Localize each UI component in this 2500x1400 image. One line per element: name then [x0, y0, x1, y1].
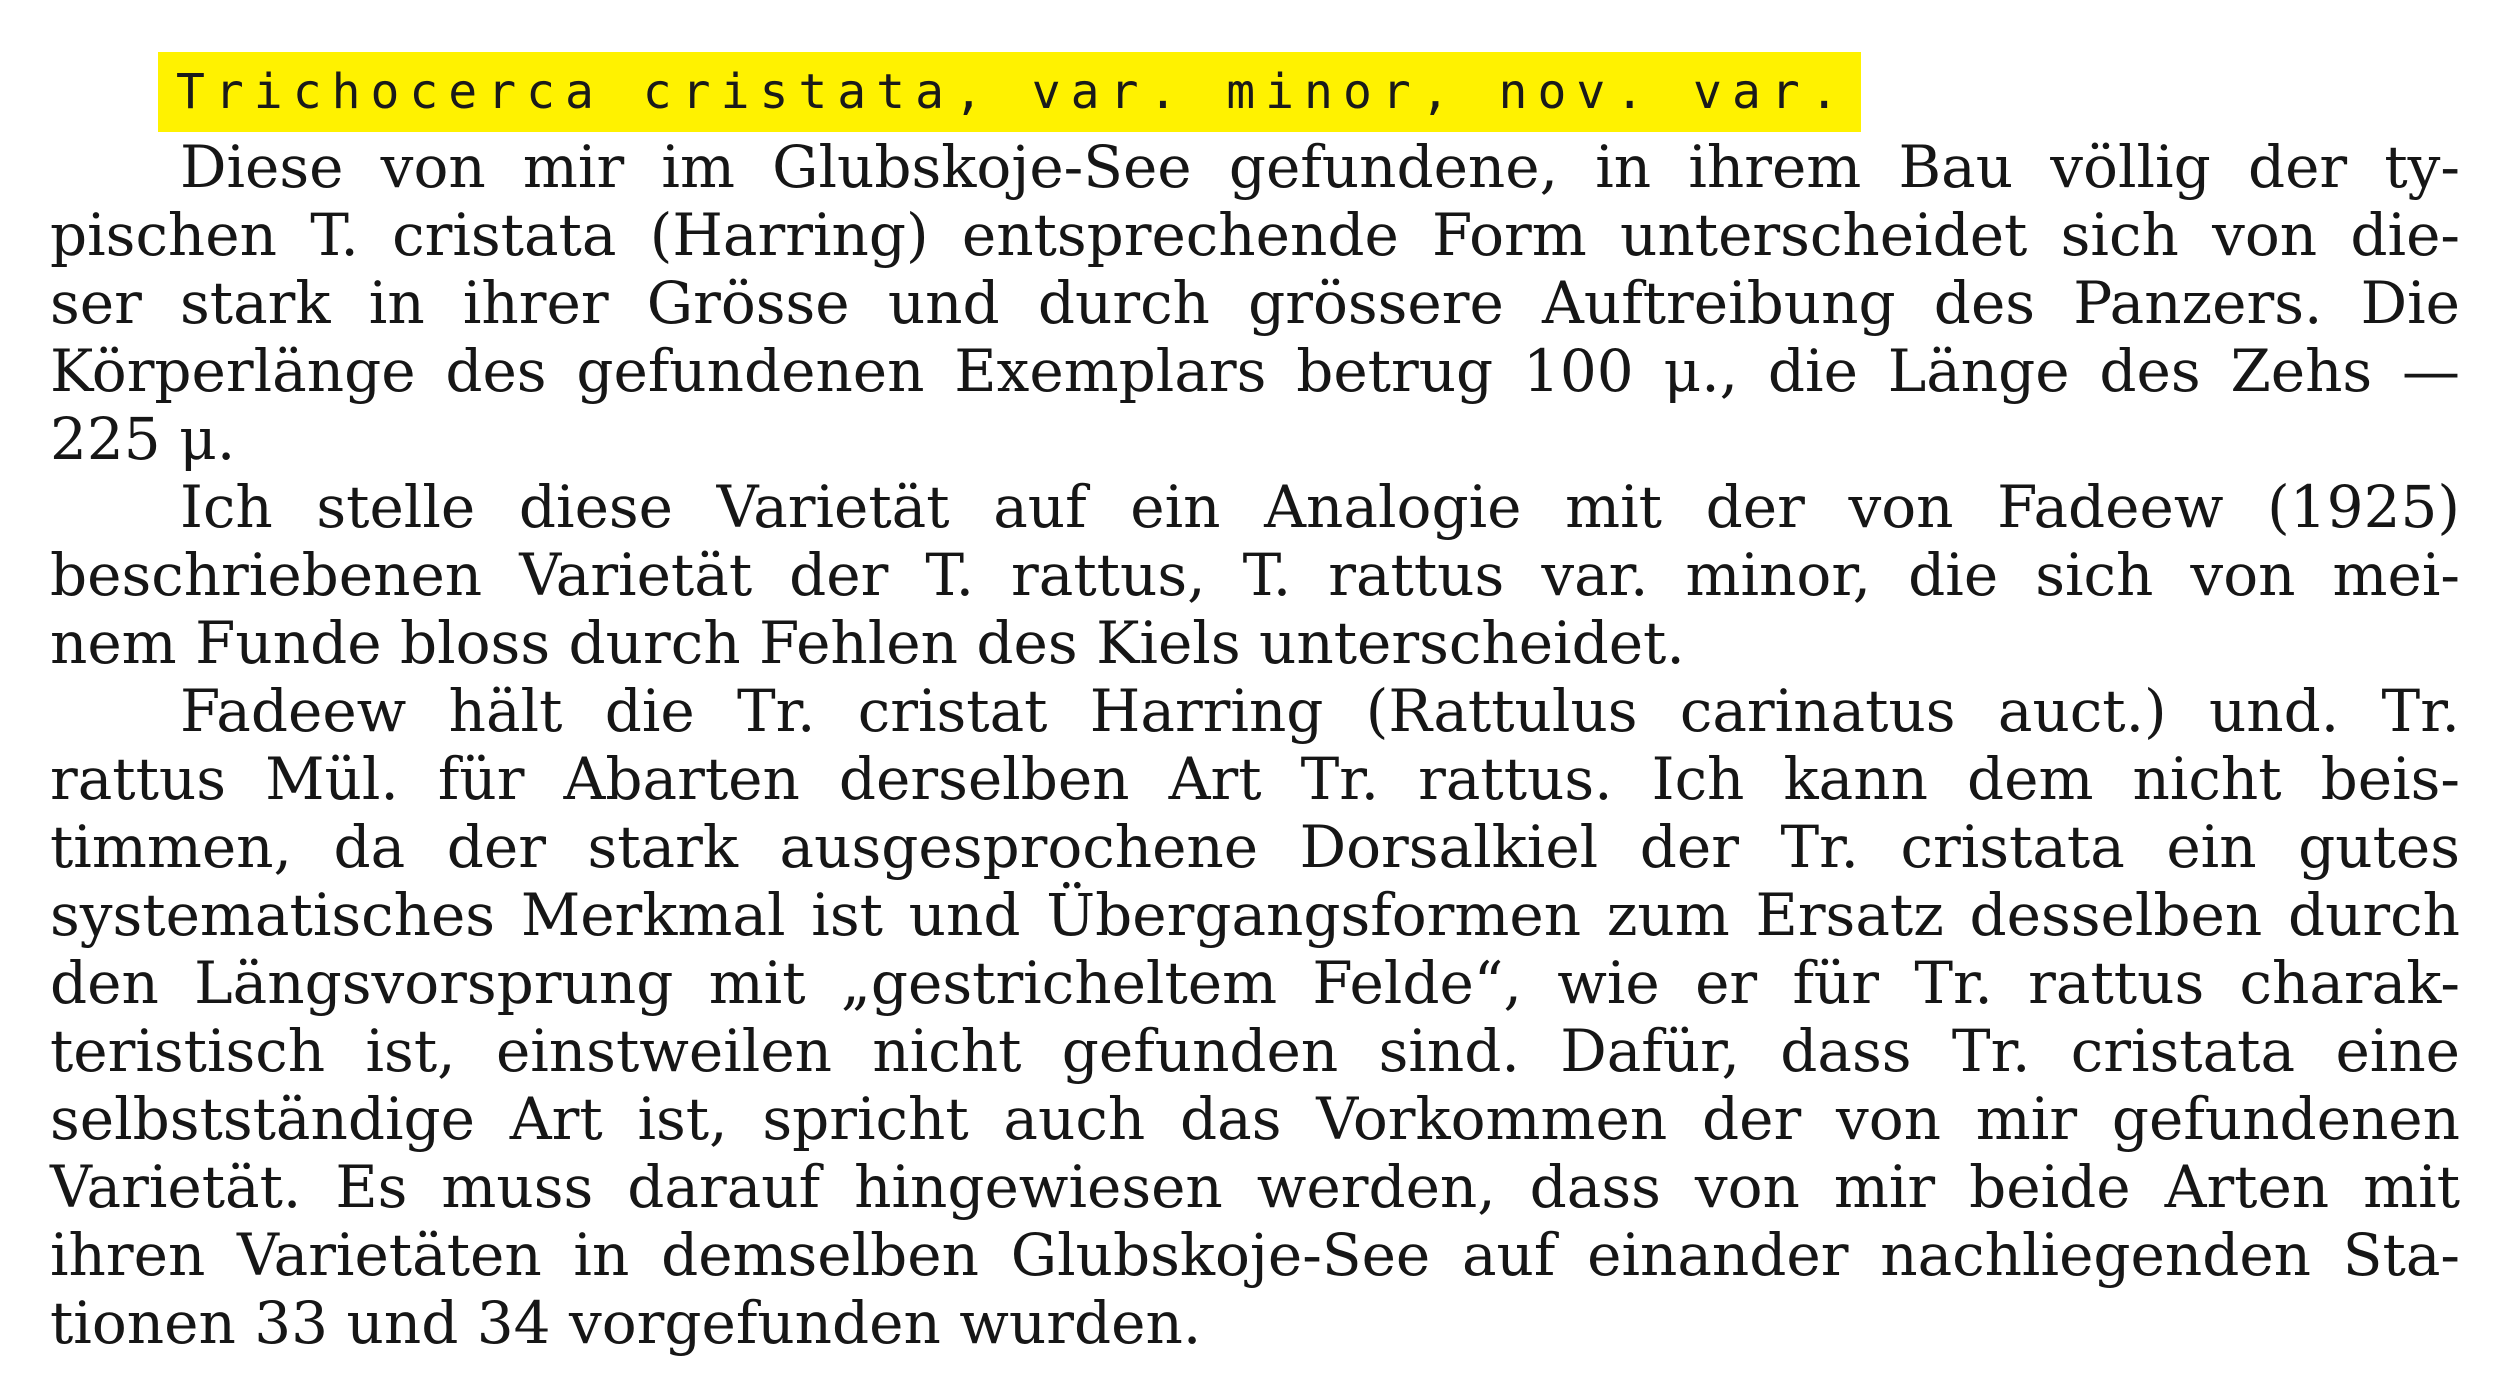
text-line: rattus Mül. für Abarten derselben Art Tr. rattus. Ich kann dem nicht beis- [50, 745, 2460, 813]
text-line: pischen T. cristata (Harring) entsprechende Form unterscheidet sich von die- [50, 201, 2460, 269]
text-line: tionen 33 und 34 vorgefunden wurden. [50, 1289, 1202, 1357]
text-line: ihren Varietäten in demselben Glubskoje-See auf einander nachliegenden Sta- [50, 1221, 2460, 1289]
text-line: Körperlänge des gefundenen Exemplars betrug 100 μ., die Länge des Zehs — [50, 337, 2460, 405]
text-line: Varietät. Es muss darauf hingewiesen werden, dass von mir beide Arten mit [50, 1153, 2460, 1221]
text-line: teristisch ist, einstweilen nicht gefunden sind. Dafür, dass Tr. cristata eine [50, 1017, 2460, 1085]
text-line: beschriebenen Varietät der T. rattus, T. rattus var. minor, die sich von mei- [50, 541, 2460, 609]
text-line: selbstständige Art ist, spricht auch das Vorkommen der von mir gefundenen [50, 1085, 2460, 1153]
text-line: nem Funde bloss durch Fehlen des Kiels unterscheidet. [50, 609, 1685, 677]
title-block [158, 52, 1861, 132]
text-line: den Längsvorsprung mit „gestricheltem Felde“, wie er für Tr. rattus charak- [50, 949, 2460, 1017]
text-line: Fadeew hält die Tr. cristat Harring (Rattulus carinatus auct.) und. Tr. [180, 677, 2460, 745]
text-line: ser stark in ihrer Grösse und durch grössere Auftreibung des Panzers. Die [50, 269, 2460, 337]
text-line: systematisches Merkmal ist und Übergangsformen zum Ersatz desselben durch [50, 881, 2460, 949]
article-body [50, 133, 2460, 1357]
text-line: Ich stelle diese Varietät auf ein Analogie mit der von Fadeew (1925) [180, 473, 2460, 541]
text-line: Diese von mir im Glubskoje-See gefundene, in ihrem Bau völlig der ty- [180, 133, 2460, 201]
text-line: timmen, da der stark ausgesprochene Dorsalkiel der Tr. cristata ein gutes [50, 813, 2460, 881]
text-line: 225 μ. [50, 405, 236, 473]
highlighted-title: Trichocerca cristata, var. minor, nov. var. [158, 52, 1861, 132]
